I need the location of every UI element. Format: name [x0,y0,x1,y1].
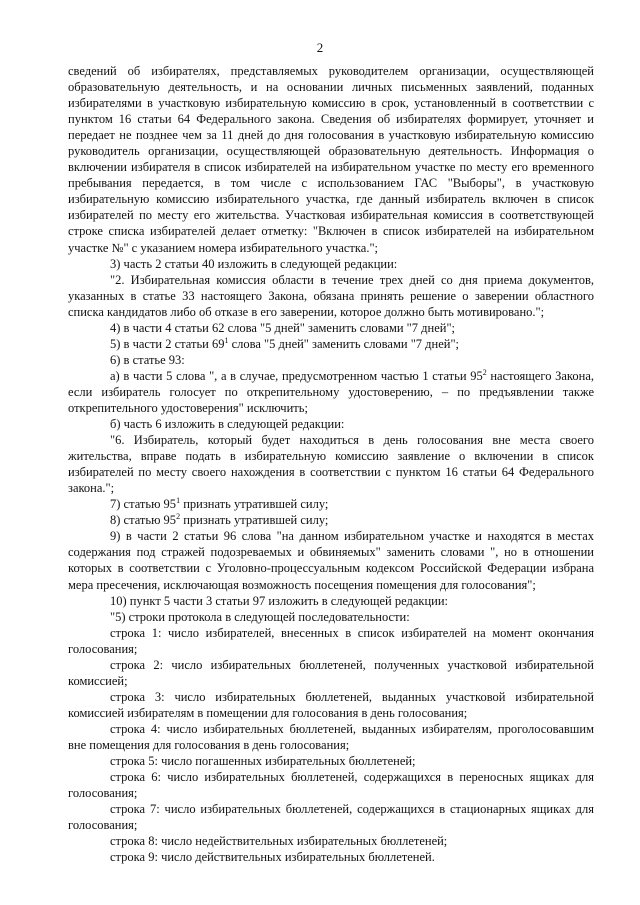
paragraph-text: строка 8: число недействительных избирательных бюллетеней; [110,834,448,849]
paragraph [68,63,594,256]
paragraph [68,432,594,496]
paragraph [68,336,594,352]
paragraph [68,320,594,336]
paragraph-text: строка 1: число избирателей, внесенных в список избирателей на момент окончания голосования; [68,625,594,656]
paragraph-text: признать утратившей силу; [180,513,329,528]
paragraph-text: строка 4: число избирательных бюллетеней, выданных избирателям, проголосовавшим вне помещения для голосования в день голосования; [68,721,594,752]
paragraph-text: сведений об избирателях, представляемых руководителем организации, осуществляющей образовательную деятельность, и на основании личных письменных заявлений, поданных избирателями в участковую избирательную комиссию в срок, установленный в соответствии с пунктом 16 статьи 64 Федерального закона. Сведения об избирателях формирует, уточняет и передает не позднее чем за 11 дней до дня голосования в участковую избирательную комиссию руководитель организации, осуществляющей образовательную деятельность. Информация о включении избирателя в список избирателей на избирательном участке по месту его временного пребывания передается, в том числе с использованием ГАС "Выборы", в участковую избирательную комиссию избирательного участка, где данный избиратель включен в список избирателей по месту его жительства. Участковая избирательная комиссия в соответствующей строке списка избирателей делает отметку: "Включен в список избирателей на избирательном участке №" с указанием номера избирательного участка."; [68,64,594,255]
superscript: 2 [176,512,181,522]
paragraph [68,528,594,592]
paragraph [68,657,594,689]
paragraph-text: 3) часть 2 статьи 40 изложить в следующей редакции: [110,256,398,271]
document-body [68,63,594,865]
paragraph [68,769,594,801]
paragraph-text: строка 6: число избирательных бюллетеней, содержащихся в переносных ящиках для голосования; [68,770,594,801]
paragraph [68,256,594,272]
paragraph-text: 10) пункт 5 части 3 статьи 97 изложить в следующей редакции: [110,593,449,608]
paragraph-text: настоящего Закона, если избиратель голосует по открепительному удостоверению, – по предъявлении также открепительного удостоверения" исключить; [68,368,594,415]
paragraph [68,849,594,865]
paragraph-text: строка 7: число избирательных бюллетеней, содержащихся в стационарных ящиках для голосования; [68,802,594,833]
paragraph-text: "5) строки протокола в следующей последовательности: [110,609,410,624]
superscript: 1 [224,335,229,345]
paragraph-text: строка 3: число избирательных бюллетеней, выданных участковой избирательной комиссией избирателям в помещении для голосования в день голосования; [68,689,594,720]
page-number: 2 [316,40,324,55]
paragraph [68,416,594,432]
paragraph [68,801,594,833]
paragraph-text: строка 9: число действительных избирательных бюллетеней. [110,850,435,865]
paragraph-text: 6) в статье 93: [110,352,185,367]
paragraph [68,609,594,625]
superscript: 1 [176,496,181,506]
paragraph [68,753,594,769]
paragraph [68,625,594,657]
paragraph-text: "2. Избирательная комиссия области в течение трех дней со дня приема документов, указанных в статье 33 настоящего Закона, обязана принять решение о заверении областного списка кандидатов либо об отказе в его заверении, которое должно быть мотивировано."; [68,272,594,319]
paragraph [68,512,594,528]
paragraph-text: 7) статью 95 [110,497,177,512]
paragraph-text: а) в части 5 слова ", а в случае, предусмотренном частью 1 статьи 95 [110,368,483,383]
paragraph-text: 4) в части 4 статьи 62 слова "5 дней" заменить словами "7 дней"; [110,320,456,335]
paragraph [68,368,594,416]
paragraph-text: б) часть 6 изложить в следующей редакции: [110,417,345,432]
paragraph-text: 9) в части 2 статьи 96 слова "на данном избирательном участке и находятся в местах содержания под стражей подозреваемых и обвиняемых" заменить словами ", но в отношении которых в соответствии с Уголовно-процессуальным кодексом Российской Федерации избрана мера пресечения, исключающая возможность посещения помещения для голосования"; [68,529,594,592]
paragraph [68,496,594,512]
paragraph [68,272,594,320]
paragraph-text: "6. Избиратель, который будет находиться в день голосования вне места своего жительства, вправе подать в избирательную комиссию заявление о включении в список избирателей по месту своего нахождения в соответствии с пунктом 16 статьи 64 Федерального закона."; [68,433,594,496]
paragraph [68,721,594,753]
paragraph-text: слова "5 дней" заменить словами "7 дней"; [228,336,460,351]
paragraph-text: 5) в части 2 статьи 69 [110,336,225,351]
paragraph-text: признать утратившей силу; [180,497,329,512]
paragraph-text: 8) статью 95 [110,513,177,528]
paragraph [68,593,594,609]
paragraph [68,689,594,721]
superscript: 2 [482,367,487,377]
paragraph [68,352,594,368]
paragraph-text: строка 5: число погашенных избирательных бюллетеней; [110,754,416,769]
paragraph [68,833,594,849]
paragraph-text: строка 2: число избирательных бюллетеней, полученных участковой избирательной комиссией; [68,657,594,688]
